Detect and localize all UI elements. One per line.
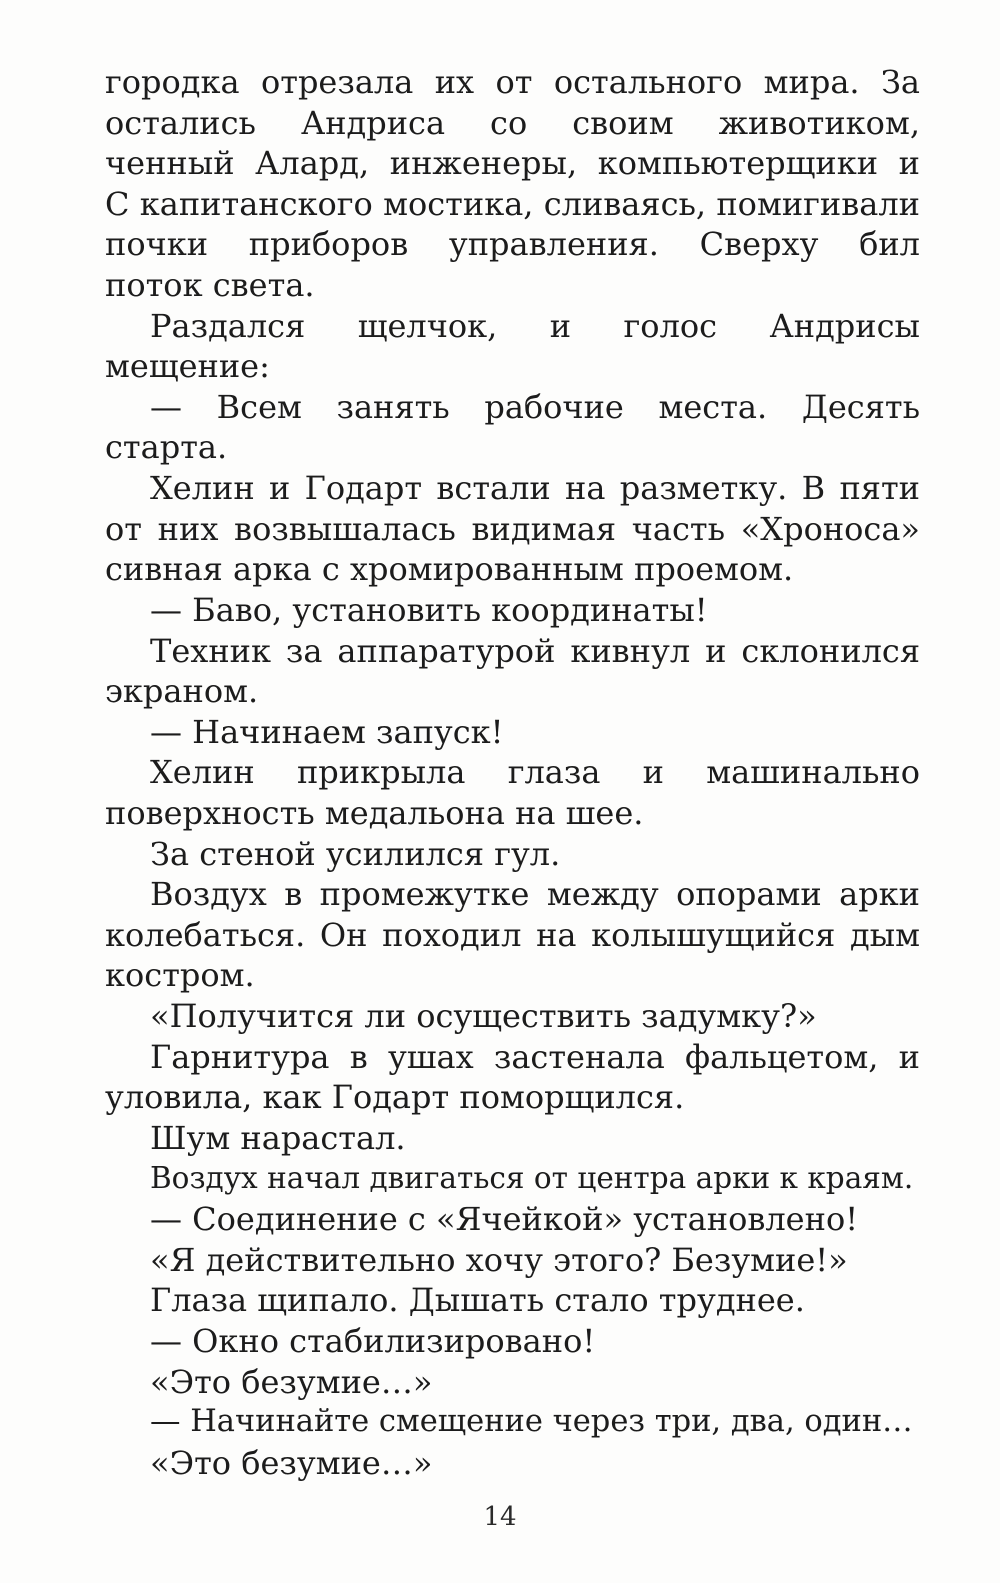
- text-line: — Соединение с «Ячейкой» установлено!: [150, 1200, 859, 1239]
- text-line: от них возвышалась видимая часть «Хроноса»: [105, 509, 920, 548]
- text-line: почки приборов управления. Сверху бил: [105, 225, 920, 264]
- text-line: Раздался щелчок, и голос Андрисы: [150, 306, 920, 345]
- text-line: С капитанского мостика, сливаясь, помигивали: [105, 184, 920, 223]
- text-line: — Всем занять рабочие места. Десять: [150, 387, 920, 426]
- text-line: ченный Алард, инженеры, компьютерщики и: [105, 144, 920, 183]
- page-number: 14: [483, 1502, 517, 1532]
- text-line: «Я действительно хочу этого? Безумие!»: [150, 1240, 848, 1279]
- text-line: «Получится ли осуществить задумку?»: [150, 997, 817, 1036]
- text-line: костром.: [105, 956, 255, 995]
- text-line: Воздух в промежутке между опорами арки: [150, 875, 920, 914]
- text-line: колебаться. Он походил на колышущийся дым: [105, 915, 920, 954]
- text-line: «Это безумие…»: [150, 1443, 433, 1482]
- text-line: сивная арка с хромированным проемом.: [105, 550, 794, 589]
- text-line: городка отрезала их от остального мира. За: [105, 63, 920, 101]
- text-line: Гарнитура в ушах застенала фальцетом, и: [150, 1037, 920, 1076]
- text-line: — Начинайте смещение через три, два, один…: [150, 1404, 913, 1440]
- text-line: мещение:: [105, 347, 270, 386]
- text-line: поток света.: [105, 266, 315, 305]
- text-line: старта.: [105, 428, 228, 467]
- text-line: «Это безумие…»: [150, 1362, 433, 1401]
- text-line: Хелин прикрыла глаза и машинально: [150, 753, 920, 792]
- text-line: поверхность медальона на шее.: [105, 793, 644, 832]
- text-line: — Баво, установить координаты!: [150, 590, 708, 629]
- text-line: — Начинаем запуск!: [150, 712, 504, 751]
- text-line: Хелин и Годарт встали на разметку. В пяти: [150, 469, 920, 508]
- text-line: Глаза щипало. Дышать стало труднее.: [150, 1281, 805, 1320]
- text-line: Воздух начал двигаться от центра арки к краям.: [150, 1161, 914, 1196]
- text-line: Шум нарастал.: [150, 1118, 406, 1157]
- text-line: экраном.: [105, 672, 259, 711]
- text-line: остались Андриса со своим животиком,: [105, 103, 920, 142]
- text-line: уловила, как Годарт поморщился.: [105, 1078, 685, 1117]
- text-line: — Окно стабилизировано!: [150, 1321, 596, 1360]
- body-text: [105, 62, 920, 1483]
- text-line: Техник за аппаратурой кивнул и склонился: [150, 631, 920, 670]
- text-line: За стеной усилился гул.: [150, 834, 561, 873]
